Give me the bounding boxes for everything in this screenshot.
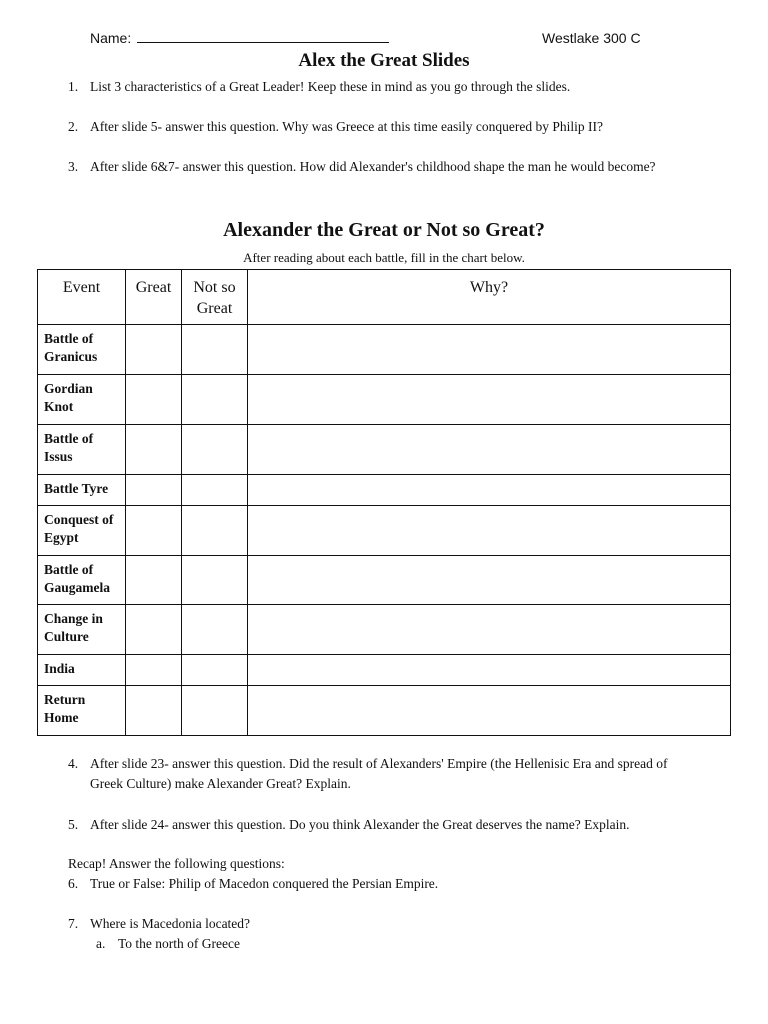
why-cell[interactable] bbox=[248, 605, 731, 655]
event-label: Change in Culture bbox=[38, 605, 126, 655]
event-label: Battle of Gaugamela bbox=[38, 556, 126, 605]
table-row bbox=[38, 556, 731, 605]
not-so-great-cell[interactable] bbox=[182, 605, 248, 655]
great-cell[interactable] bbox=[126, 686, 182, 736]
question-text: After slide 6&7- answer this question. How did Alexander's childhood shape the man he would become? bbox=[90, 159, 656, 174]
question-number: 3. bbox=[68, 159, 79, 174]
table-row bbox=[38, 325, 731, 375]
question-text: After slide 23- answer this question. Did the result of Alexanders' Empire (the Hellenisic Era and spread of Greek Culture) make Alexander Great? Explain. bbox=[90, 756, 668, 791]
question-text: After slide 5- answer this question. Why was Greece at this time easily conquered by Philip II? bbox=[90, 119, 603, 134]
question-number: 2. bbox=[68, 119, 79, 134]
not-so-great-cell[interactable] bbox=[182, 506, 248, 556]
why-cell[interactable] bbox=[248, 425, 731, 475]
not-so-great-cell[interactable] bbox=[182, 375, 248, 425]
event-label: Battle of Issus bbox=[38, 425, 126, 475]
why-cell[interactable] bbox=[248, 325, 731, 375]
question-text: After slide 24- answer this question. Do you think Alexander the Great deserves the name? Explain. bbox=[90, 817, 630, 832]
why-cell[interactable] bbox=[248, 655, 731, 686]
table-header-row bbox=[38, 270, 731, 325]
not-so-great-cell[interactable] bbox=[182, 325, 248, 375]
question-text: True or False: Philip of Macedon conquered the Persian Empire. bbox=[90, 876, 439, 891]
great-cell[interactable] bbox=[126, 425, 182, 475]
chart-title: Alexander the Great or Not so Great? bbox=[223, 219, 545, 241]
header-why: Why? bbox=[248, 270, 731, 325]
header-event: Event bbox=[38, 270, 126, 325]
recap-heading: Recap! Answer the following questions: bbox=[68, 856, 285, 871]
battle-chart-table bbox=[37, 269, 731, 736]
not-so-great-cell[interactable] bbox=[182, 556, 248, 605]
great-cell[interactable] bbox=[126, 325, 182, 375]
event-label: Conquest of Egypt bbox=[38, 506, 126, 556]
chart-instruction: After reading about each battle, fill in the chart below. bbox=[243, 250, 525, 265]
header-great: Great bbox=[126, 270, 182, 325]
not-so-great-cell[interactable] bbox=[182, 655, 248, 686]
question-number: 4. bbox=[68, 756, 79, 771]
question-number: 6. bbox=[68, 876, 79, 891]
event-label: Gordian Knot bbox=[38, 375, 126, 425]
question-text: Where is Macedonia located? bbox=[90, 916, 251, 931]
question-text: List 3 characteristics of a Great Leader! Keep these in mind as you go through the slides. bbox=[90, 79, 571, 94]
question-number: 7. bbox=[68, 916, 79, 931]
option-text: To the north of Greece bbox=[118, 936, 241, 951]
great-cell[interactable] bbox=[126, 556, 182, 605]
great-cell[interactable] bbox=[126, 375, 182, 425]
class-label: Westlake 300 C bbox=[542, 30, 641, 46]
question-number: 5. bbox=[68, 817, 79, 832]
not-so-great-cell[interactable] bbox=[182, 475, 248, 506]
event-label: Battle Tyre bbox=[38, 475, 126, 506]
why-cell[interactable] bbox=[248, 475, 731, 506]
table-row bbox=[38, 375, 731, 425]
table-row bbox=[38, 425, 731, 475]
why-cell[interactable] bbox=[248, 686, 731, 736]
not-so-great-cell[interactable] bbox=[182, 686, 248, 736]
event-label: India bbox=[38, 655, 126, 686]
event-label: Battle of Granicus bbox=[38, 325, 126, 375]
great-cell[interactable] bbox=[126, 655, 182, 686]
worksheet-title: Alex the Great Slides bbox=[298, 50, 470, 71]
question-number: 1. bbox=[68, 79, 79, 94]
event-label: Return Home bbox=[38, 686, 126, 736]
table-row bbox=[38, 506, 731, 556]
option-letter: a. bbox=[96, 936, 106, 951]
why-cell[interactable] bbox=[248, 556, 731, 605]
table-row bbox=[38, 655, 731, 686]
name-label: Name: bbox=[90, 30, 132, 46]
name-field[interactable] bbox=[90, 30, 389, 46]
header-not-so-great: Not so Great bbox=[182, 270, 248, 325]
why-cell[interactable] bbox=[248, 375, 731, 425]
why-cell[interactable] bbox=[248, 506, 731, 556]
great-cell[interactable] bbox=[126, 475, 182, 506]
table-row bbox=[38, 686, 731, 736]
table-row bbox=[38, 475, 731, 506]
great-cell[interactable] bbox=[126, 506, 182, 556]
great-cell[interactable] bbox=[126, 605, 182, 655]
table-row bbox=[38, 605, 731, 655]
name-blank-line[interactable] bbox=[137, 30, 389, 43]
not-so-great-cell[interactable] bbox=[182, 425, 248, 475]
